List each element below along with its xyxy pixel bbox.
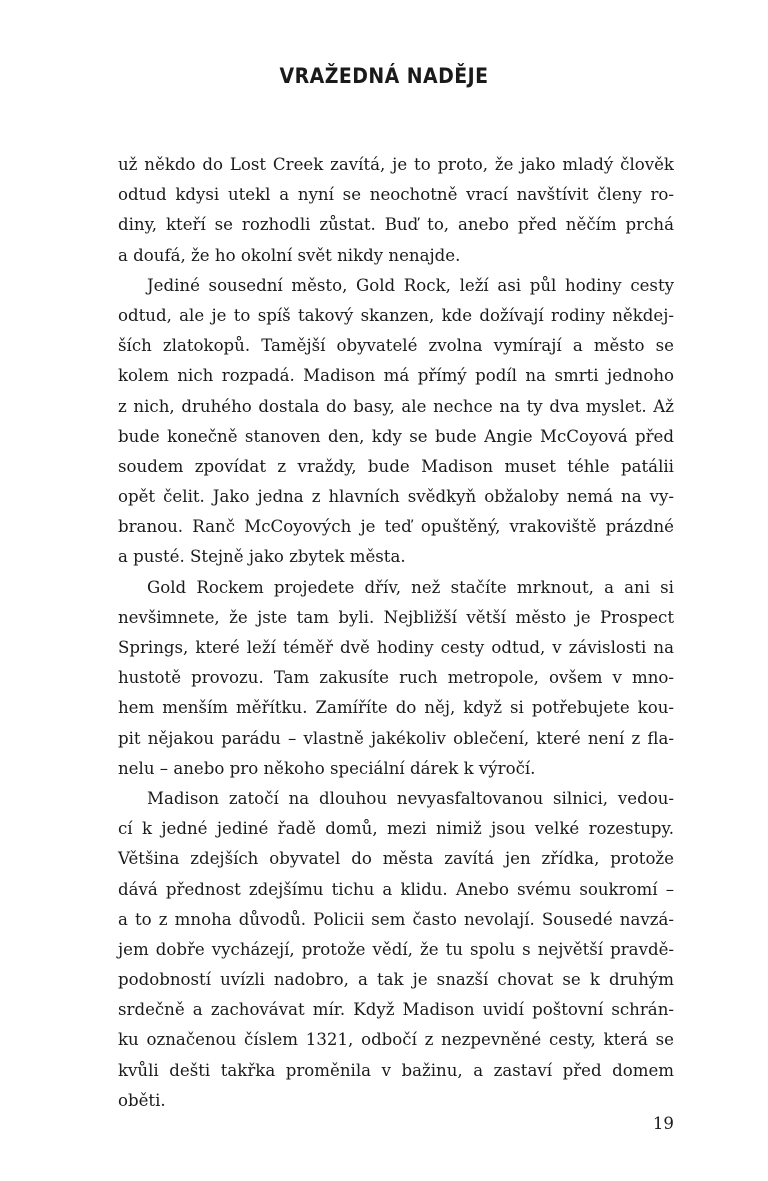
text-line: ších zlatokopů. Tamější obyvatelé zvolna vymírají a město se <box>118 336 674 356</box>
text-line: z nich, druhého dostala do basy, ale nechce na ty dva myslet. Až <box>118 396 674 416</box>
text-line: jem dobře vycházejí, protože vědí, že tu spolu s největší pravdě- <box>118 939 674 959</box>
text-line: Většina zdejších obyvatel do města zavítá jen zřídka, protože <box>118 849 674 869</box>
text-line: Springs, které leží téměř dvě hodiny cesty odtud, v závislosti na <box>118 638 674 657</box>
text-line: hem menším měřítku. Zamíříte do něj, když si potřebujete kou- <box>118 698 674 718</box>
text-line: podobností uvízli nadobro, a tak je snazší chovat se k druhým <box>118 970 674 990</box>
text-line: nelu – anebo pro někoho speciální dárek k výročí. <box>118 758 536 778</box>
running-header: VRAŽEDNÁ NADĚJE <box>279 64 489 88</box>
text-line: ku označenou číslem 1321, odbočí z nezpevněné cesty, která se <box>118 1030 674 1050</box>
text-line: cí k jedné jediné řadě domů, mezi nimiž jsou velké rozestupy. <box>118 819 674 839</box>
text-line: Jediné sousední město, Gold Rock, leží asi půl hodiny cesty <box>147 275 674 295</box>
text-line: Gold Rockem projedete dřív, než stačíte mrknout, a ani si <box>147 577 674 597</box>
text-line: už někdo do Lost Creek zavítá, je to proto, že jako mladý člověk <box>118 155 674 174</box>
text-line: odtud kdysi utekl a nyní se neochotně vrací navštívit členy ro- <box>118 185 674 205</box>
paragraph <box>118 784 674 1116</box>
paragraph <box>118 150 674 271</box>
text-line: a pusté. Stejně jako zbytek města. <box>118 547 406 567</box>
text-line: dává přednost zdejšímu tichu a klidu. Anebo svému soukromí – <box>118 879 674 899</box>
page-number: 19 <box>652 1114 674 1133</box>
text-line: odtud, ale je to spíš takový skanzen, kde dožívají rodiny někdej- <box>118 305 674 325</box>
text-line: diny, kteří se rozhodli zůstat. Buď to, anebo před něčím prchá <box>118 215 674 235</box>
text-line: branou. Ranč McCoyových je teď opuštěný, vrakoviště prázdné <box>118 517 674 537</box>
text-line: pit nějakou parádu – vlastně jakékoliv oblečení, které není z fla- <box>118 728 674 748</box>
text-line: kvůli dešti takřka proměnila v bažinu, a zastaví před domem <box>118 1060 674 1080</box>
paragraph <box>118 573 674 784</box>
text-line: a doufá, že ho okolní svět nikdy nenajde. <box>118 245 461 265</box>
text-line: kolem nich rozpadá. Madison má přímý podíl na smrti jednoho <box>118 366 674 386</box>
text-line: oběti. <box>118 1090 166 1110</box>
text-line: a to z mnoha důvodů. Policii sem často nevolají. Sousedé navzá- <box>118 909 674 929</box>
text-line: Madison zatočí na dlouhou nevyasfaltovanou silnici, vedou- <box>147 788 674 808</box>
text-line: soudem zpovídat z vraždy, bude Madison muset téhle patálii <box>118 456 674 476</box>
text-line: srdečně a zachovávat mír. Když Madison uvidí poštovní schrán- <box>118 1000 674 1020</box>
text-line: bude konečně stanoven den, kdy se bude Angie McCoyová před <box>118 426 674 446</box>
text-line: hustotě provozu. Tam zakusíte ruch metropole, ovšem v mno- <box>118 668 674 688</box>
body-text <box>118 150 674 1116</box>
text-line: nevšimnete, že jste tam byli. Nejbližší větší město je Prospect <box>118 607 674 627</box>
text-line: opět čelit. Jako jedna z hlavních svědkyň obžaloby nemá na vy- <box>118 487 674 507</box>
paragraph <box>118 271 674 573</box>
